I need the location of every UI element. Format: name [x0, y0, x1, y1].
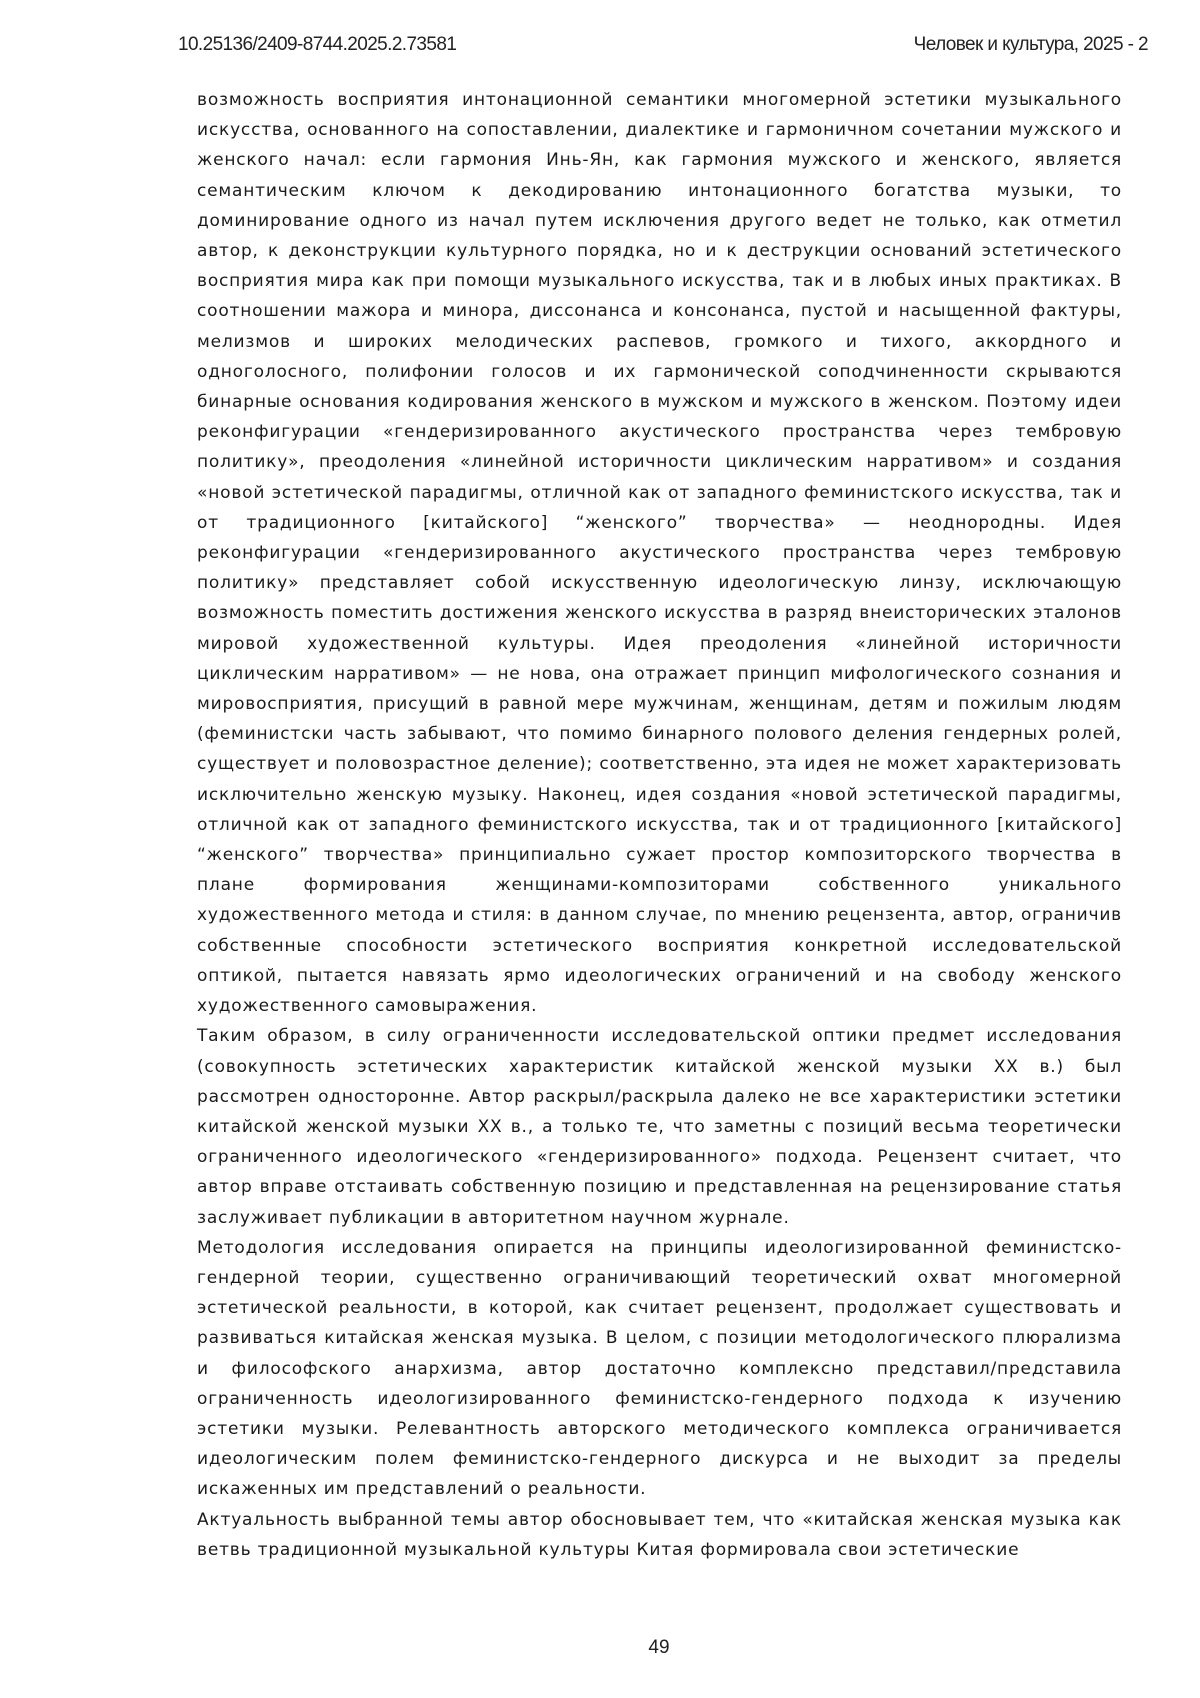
paragraph-1: возможность восприятия интонационной семантики многомерной эстетики музыкального искусства, основанного на сопоставлении, диалектике и гармоничном сочетании мужского и женского начал: если гармония Инь-Ян, как гармония мужского и женского, является семантическим ключом к декодированию интонационного богатства музыки, то доминирование одного из начал путем исключения другого ведет не только, как отметил автор, к деконструкции культурного порядка, но и к деструкции оснований эстетического восприятия мира как при помощи музыкального искусства, так и в любых иных практиках. В соотношении мажора и минора, диссонанса и консонанса, пустой и насыщенной фактуры, мелизмов и широких мелодических распевов, громкого и тихого, аккордного и одноголосного, полифонии голосов и их гармонической соподчиненности скрываются бинарные основания кодирования женского в мужском и мужского в женском. Поэтому идеи реконфигурации «гендеризированного акустического пространства через тембровую политику», преодоления «линейной историчности циклическим нарративом» и создания «новой эстетической парадигмы, отличной как от западного феминистского искусства, так и от традиционного [китайского] “женского” творчества» — неоднородны. Идея реконфигурации «гендеризированного акустического пространства через тембровую политику» представляет собой искусственную идеологическую линзу, исключающую возможность поместить достижения женского искусства в разряд внеисторических эталонов мировой художественной культуры. Идея преодоления «линейной историчности циклическим нарративом» — не нова, она отражает принцип мифологического сознания и мировосприятия, присущий в равной мере мужчинам, женщинам, детям и пожилым людям (феминистски часть забывают, что помимо бинарного полового деления гендерных ролей, существует и половозрастное деление); соответственно, эта идея не может характеризовать исключительно женскую музыку. Наконец, идея создания «новой эстетической парадигмы, отличной как от западного феминистского искусства, так и от традиционного [китайского] “женского” творчества» принципиально сужает простор композиторского творчества в плане формирования женщинами-композиторами собственного уникального художественного метода и стиля: в данном случае, по мнению рецензента, автор, ограничив собственные способности эстетического восприятия конкретной исследовательской оптикой, пытается навязать ярмо идеологических ограничений и на свободу женского художественного самовыражения.	[197, 90, 1122, 1017]
page-number: 49	[648, 1637, 670, 1658]
page-header	[178, 34, 1148, 62]
journal-title: Человек и культура, 2025 - 2	[913, 34, 1148, 55]
article-body	[197, 85, 1122, 1565]
paragraph-3: Методология исследования опирается на принципы идеологизированной феминистско-гендерной теории, существенно ограничивающий теоретический охват многомерной эстетической реальности, в которой, как считает рецензент, продолжает существовать и развиваться китайская женская музыка. В целом, с позиции методологического плюрализма и философского анархизма, автор достаточно комплексно представил/представила ограниченность идеологизированного феминистско-гендерного подхода к изучению эстетики музыки. Релевантность авторского методического комплекса ограничивается идеологическим полем феминистско-гендерного дискурса и не выходит за пределы искаженных им представлений о реальности.	[197, 1237, 1122, 1500]
doi-label: 10.25136/2409-8744.2025.2.73581	[178, 34, 457, 55]
paragraph-2: Таким образом, в силу ограниченности исследовательской оптики предмет исследования (совокупность эстетических характеристик китайской женской музыки XX в.) был рассмотрен односторонне. Автор раскрыл/раскрыла далеко не все характеристики эстетики китайской женской музыки XX в., а только те, что заметны с позиций весьма теоретически ограниченного идеологического «гендеризированного» подхода. Рецензент считает, что автор вправе отстаивать собственную позицию и представленная на рецензирование статья заслуживает публикации в авторитетном научном журнале.	[197, 1026, 1122, 1228]
paragraph-4: Актуальность выбранной темы автор обосновывает тем, что «китайская женская музыка как ветвь традиционной музыкальной культуры Китая формировала свои эстетические	[197, 1509, 1122, 1560]
